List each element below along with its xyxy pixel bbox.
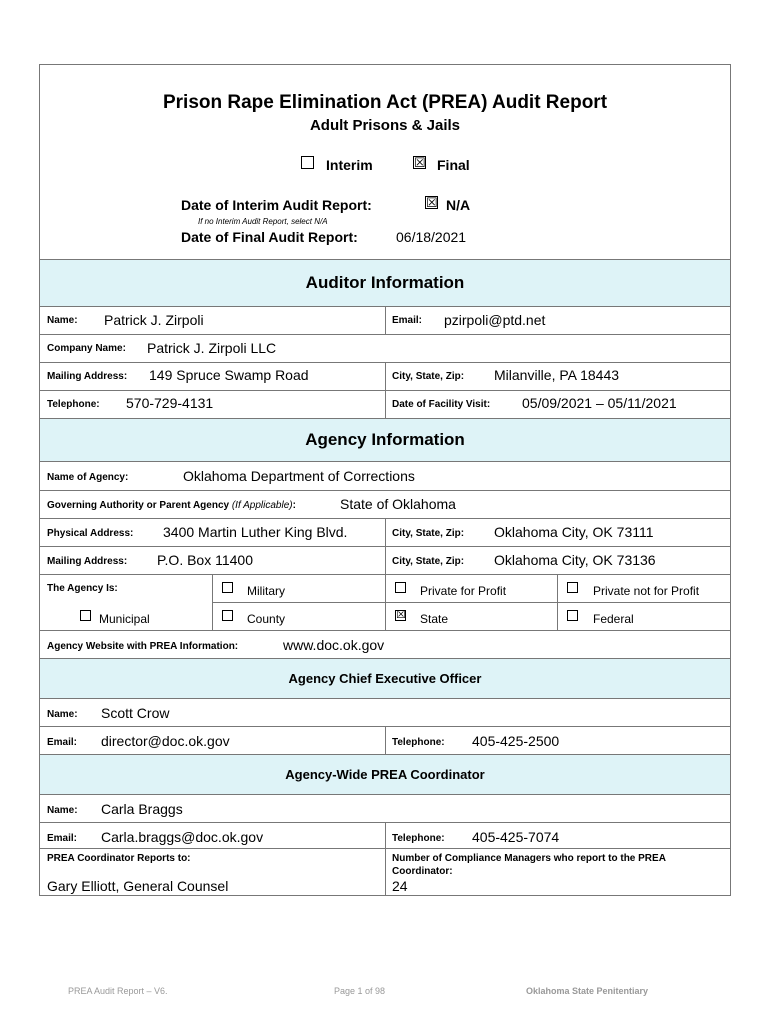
gov-label-note: (If Applicable) — [231, 500, 293, 511]
auditor-phone-label: Telephone: — [47, 399, 100, 410]
footer-facility: Oklahoma State Penitentiary — [526, 986, 649, 996]
interim-label: Interim — [326, 157, 373, 173]
federal-checkbox[interactable] — [567, 610, 578, 621]
agency-mail-city-label: City, State, Zip: — [392, 556, 465, 567]
auditor-city-label: City, State, Zip: — [392, 371, 465, 382]
coordinator-phone-label: Telephone: — [392, 833, 445, 844]
auditor-city: Milanville, PA 18443 — [494, 367, 620, 383]
report-title: Prison Rape Elimination Act (PREA) Audit Report — [162, 92, 608, 113]
private-nonprofit-label: Private not for Profit — [593, 584, 700, 598]
agency-is-label: The Agency Is: — [47, 583, 118, 594]
gov-label — [47, 500, 296, 511]
ceo-phone: 405-425-2500 — [472, 733, 560, 749]
municipal-checkbox[interactable] — [80, 610, 91, 621]
agency-name: Oklahoma Department of Corrections — [183, 468, 415, 484]
agency-mail: P.O. Box 11400 — [157, 552, 253, 568]
private-profit-checkbox[interactable] — [395, 582, 406, 593]
gov-authority: State of Oklahoma — [340, 496, 456, 512]
private-nonprofit-checkbox[interactable] — [567, 582, 578, 593]
agency-section-title: Agency Information — [305, 430, 465, 449]
coordinator-name-label: Name: — [47, 805, 78, 816]
ceo-name: Scott Crow — [101, 705, 170, 721]
na-checkbox[interactable]: ☒ — [426, 195, 438, 210]
final-checkbox[interactable]: ☒ — [414, 155, 426, 170]
ceo-email: director@doc.ok.gov — [101, 733, 230, 749]
auditor-section-title: Auditor Information — [305, 273, 465, 292]
military-checkbox[interactable] — [222, 582, 233, 593]
coordinator-phone: 405-425-7074 — [472, 829, 560, 845]
reports-to: Gary Elliott, General Counsel — [47, 878, 229, 894]
auditor-name-label: Name: — [47, 315, 78, 326]
company-name: Patrick J. Zirpoli LLC — [147, 340, 277, 356]
coordinator-email: Carla.braggs@doc.ok.gov — [101, 829, 264, 845]
company-label: Company Name: — [47, 343, 126, 354]
na-label: N/A — [446, 197, 471, 213]
managers-count: 24 — [392, 878, 408, 894]
municipal-label: Municipal — [99, 612, 150, 626]
coordinator-name: Carla Braggs — [101, 801, 183, 817]
managers-label: Number of Compliance Managers who report to the PREA Coordinator: — [392, 853, 666, 877]
ceo-phone-label: Telephone: — [392, 737, 445, 748]
auditor-mailing: 149 Spruce Swamp Road — [149, 367, 309, 383]
gov-label-text: Governing Authority or Parent Agency — [47, 500, 230, 511]
final-label: Final — [437, 157, 470, 173]
auditor-email: pzirpoli@ptd.net — [444, 312, 546, 328]
auditor-email-label: Email: — [392, 315, 423, 326]
ceo-email-label: Email: — [47, 737, 78, 748]
auditor-mailing-label: Mailing Address: — [47, 371, 128, 382]
footer-version: PREA Audit Report – V6. — [68, 986, 168, 996]
interim-date-label: Date of Interim Audit Report: — [181, 197, 372, 213]
final-date-label: Date of Final Audit Report: — [181, 229, 358, 245]
coordinator-email-label: Email: — [47, 833, 78, 844]
reports-to-label: PREA Coordinator Reports to: — [47, 853, 191, 864]
interim-note: If no Interim Audit Report, select N/A — [198, 217, 328, 226]
agency-mail-city: Oklahoma City, OK 73136 — [494, 552, 656, 568]
visit-dates: 05/09/2021 – 05/11/2021 — [522, 395, 677, 411]
agency-website[interactable]: www.doc.ok.gov — [283, 637, 385, 653]
phys-label: Physical Address: — [47, 528, 134, 539]
footer-page: Page 1 of 98 — [334, 986, 386, 996]
state-checkbox[interactable]: ☒ — [396, 609, 406, 621]
county-checkbox[interactable] — [222, 610, 233, 621]
phys-address: 3400 Martin Luther King Blvd. — [163, 524, 348, 540]
report-subtitle: Adult Prisons & Jails — [309, 117, 461, 134]
phys-city-label: City, State, Zip: — [392, 528, 465, 539]
ceo-name-label: Name: — [47, 709, 78, 720]
auditor-name: Patrick J. Zirpoli — [104, 312, 204, 328]
interim-checkbox[interactable] — [301, 156, 314, 169]
ceo-section-title: Agency Chief Executive Officer — [288, 671, 482, 686]
state-label: State — [420, 612, 449, 626]
federal-label: Federal — [593, 612, 634, 626]
gov-label-colon: : — [292, 500, 296, 511]
website-label: Agency Website with PREA Information: — [47, 641, 239, 652]
military-label: Military — [247, 584, 285, 598]
final-date: 06/18/2021 — [396, 229, 467, 245]
county-label: County — [247, 612, 286, 626]
agency-name-label: Name of Agency: — [47, 472, 129, 483]
agency-mail-label: Mailing Address: — [47, 556, 128, 567]
coordinator-section-title: Agency-Wide PREA Coordinator — [285, 767, 485, 782]
phys-city: Oklahoma City, OK 73111 — [494, 524, 654, 540]
private-profit-label: Private for Profit — [420, 584, 507, 598]
auditor-phone: 570-729-4131 — [126, 395, 214, 411]
visit-label: Date of Facility Visit: — [392, 399, 491, 410]
